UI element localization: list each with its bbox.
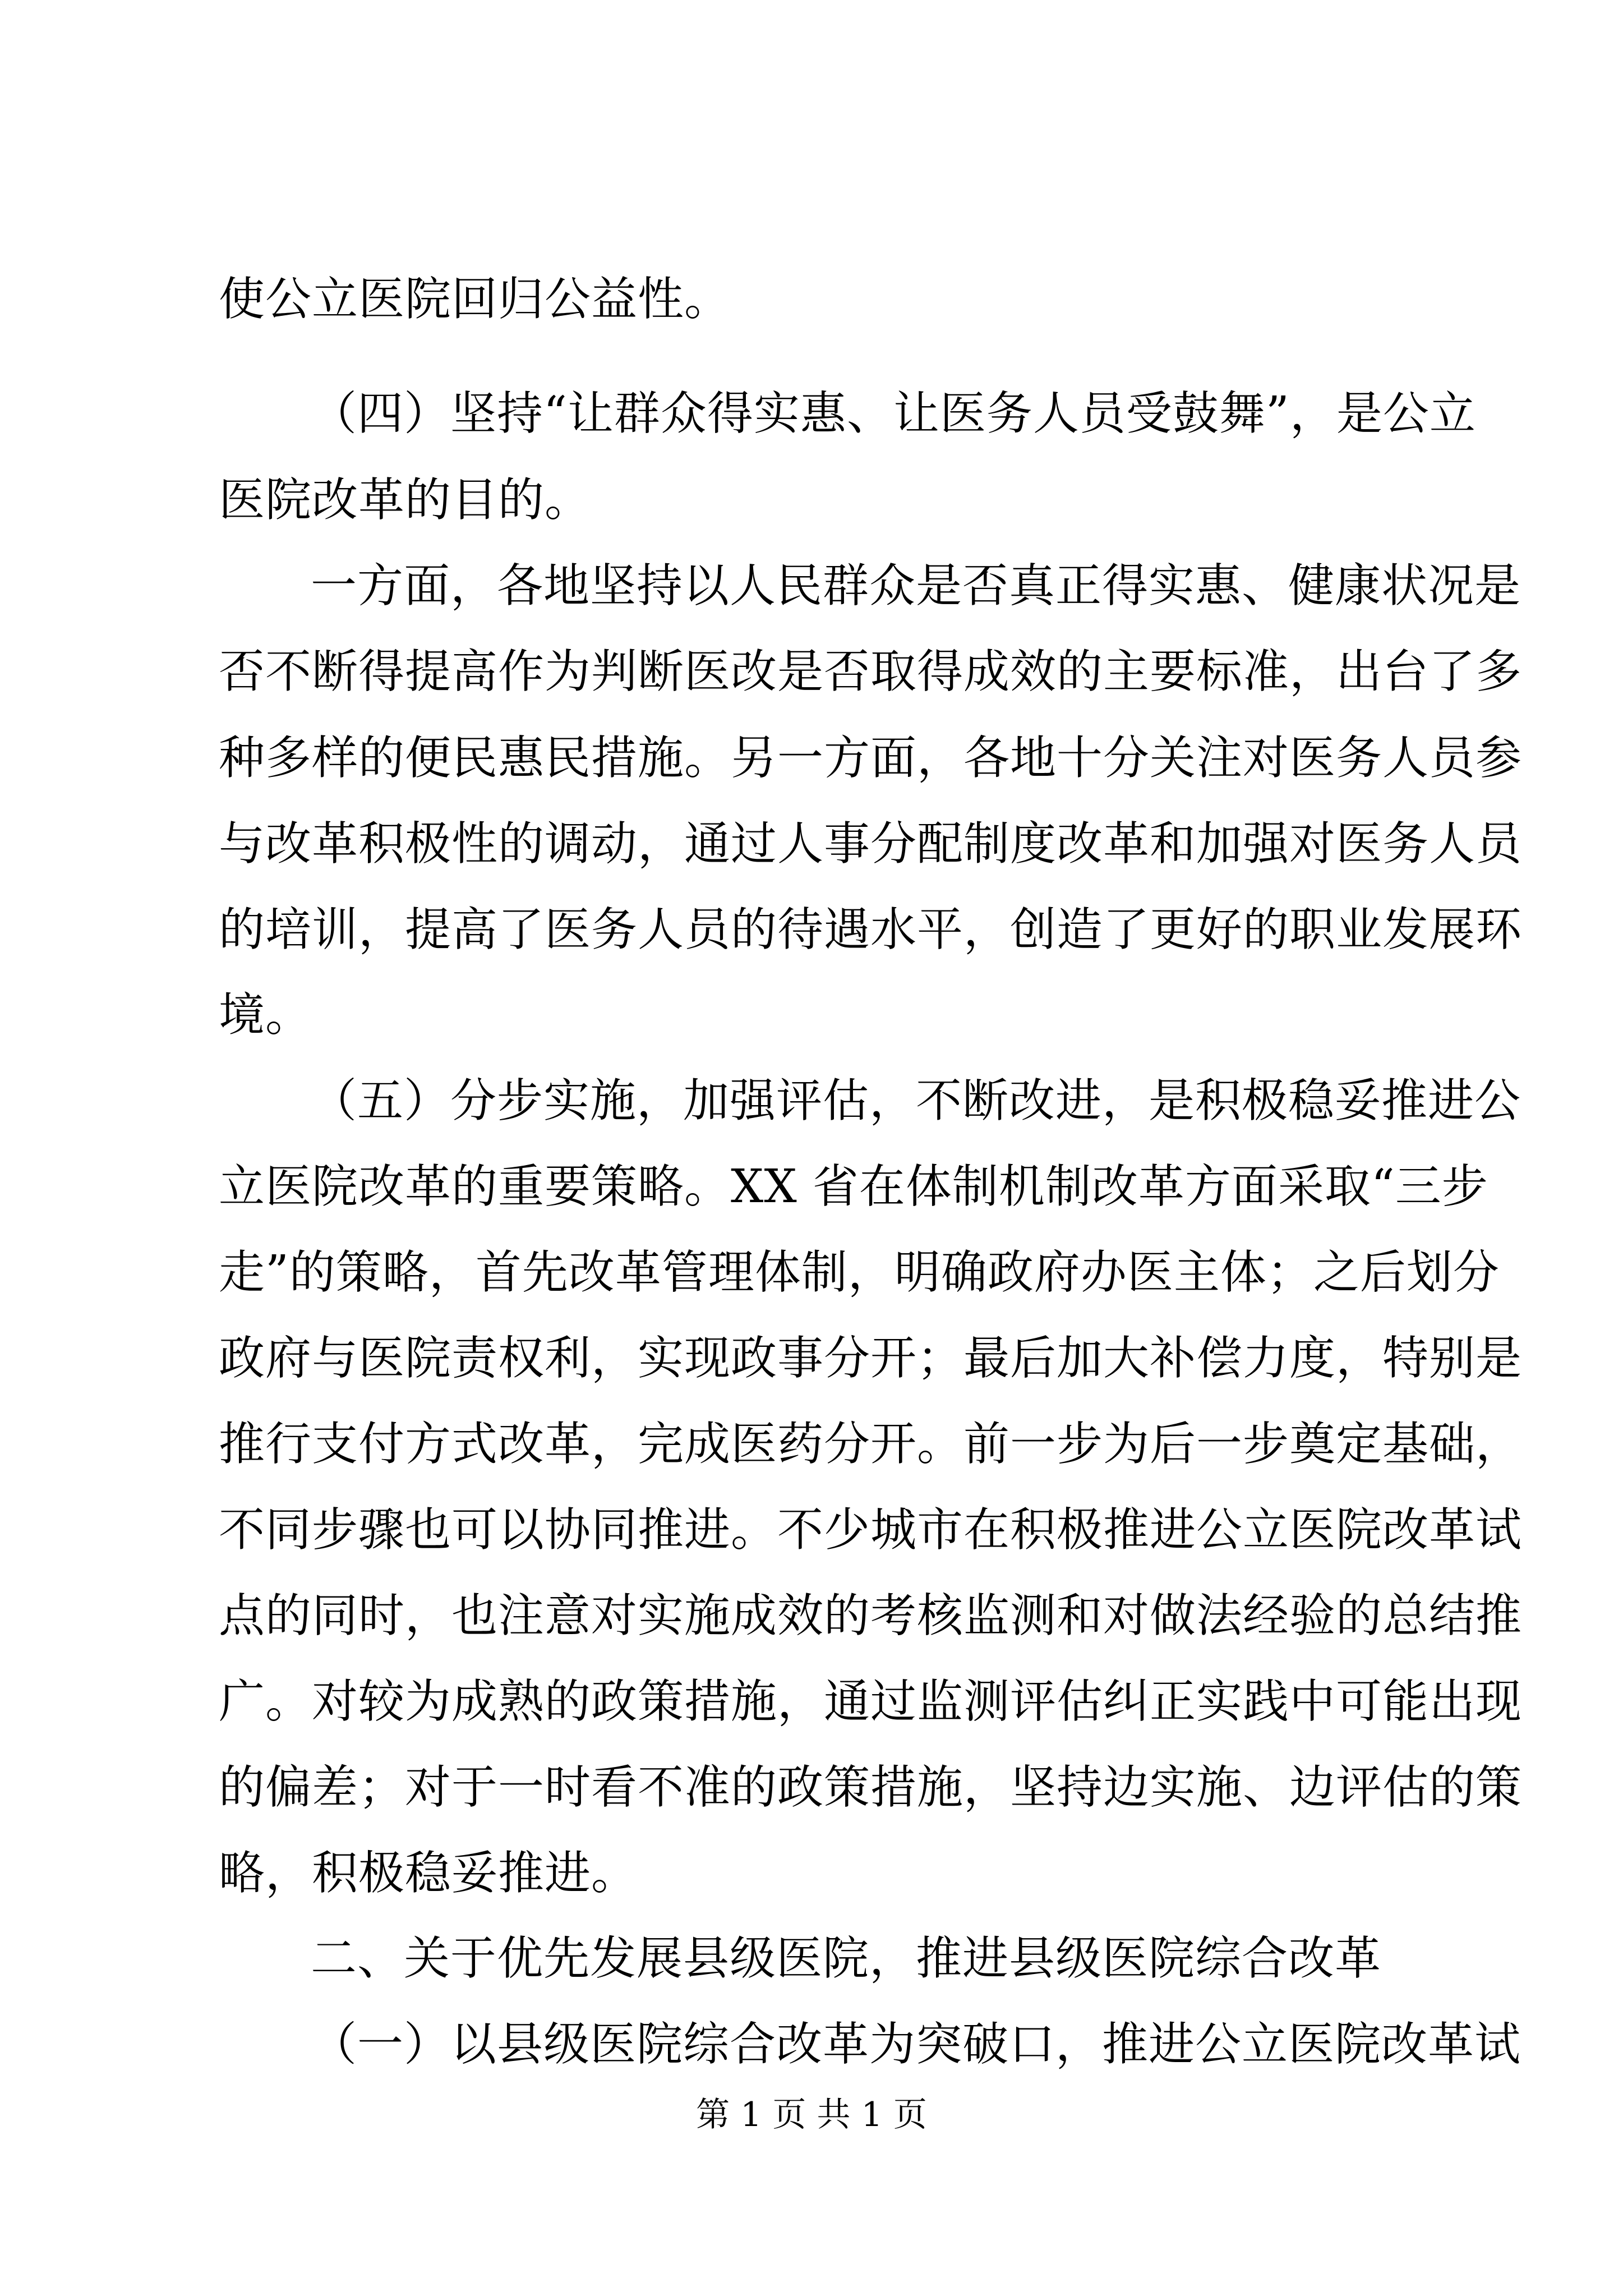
text-line-2: （四）坚持“让群众得实惠、让医务人员受鼓舞”，是公立 xyxy=(311,387,1476,440)
text-line-17: 广。对较为成熟的政策措施，通过监测评估纠正实践中可能出现 xyxy=(219,1675,1523,1728)
text-line-4: 一方面，各地坚持以人民群众是否真正得实惠、健康状况是 xyxy=(311,559,1521,613)
text-line-14: 推行支付方式改革，完成医药分开。前一步为后一步奠定基础， xyxy=(219,1418,1523,1471)
text-line-15: 不同步骤也可以协同推进。不少城市在积极推进公立医院改革试 xyxy=(219,1503,1523,1557)
text-line-21: （一）以县级医院综合改革为突破口，推进公立医院改革试 xyxy=(311,2018,1521,2071)
text-line-10: （五）分步实施，加强评估，不断改进，是积极稳妥推进公 xyxy=(311,1074,1521,1128)
text-line-9: 境。 xyxy=(219,988,312,1042)
page-footer: 第 1 页 共 1 页 xyxy=(696,2095,927,2134)
text-line-11: 立医院改革的重要策略。XX 省在体制机制改革方面采取“三步 xyxy=(219,1160,1488,1213)
text-line-8: 的培训，提高了医务人员的待遇水平，创造了更好的职业发展环 xyxy=(219,903,1523,956)
text-line-6: 种多样的便民惠民措施。另一方面，各地十分关注对医务人员参 xyxy=(219,731,1523,785)
section-heading: 二、关于优先发展县级医院，推进县级医院综合改革 xyxy=(311,1932,1382,1985)
text-line-1: 使公立医院回归公益性。 xyxy=(219,273,731,326)
text-line-7: 与改革积极性的调动，通过人事分配制度改革和加强对医务人员 xyxy=(219,817,1523,871)
text-line-19: 略，积极稳妥推进。 xyxy=(219,1847,638,1900)
text-line-3: 医院改革的目的。 xyxy=(219,473,592,527)
text-line-18: 的偏差；对于一时看不准的政策措施，坚持边实施、边评估的策 xyxy=(219,1761,1523,1814)
text-line-16: 点的同时，也注意对实施成效的考核监测和对做法经验的总结推 xyxy=(219,1589,1523,1642)
text-line-12: 走”的策略，首先改革管理体制，明确政府办医主体；之后划分 xyxy=(219,1246,1500,1299)
text-line-5: 否不断得提高作为判断医改是否取得成效的主要标准，出台了多 xyxy=(219,645,1523,698)
text-line-13: 政府与医院责权利，实现政事分开；最后加大补偿力度，特别是 xyxy=(219,1332,1523,1385)
